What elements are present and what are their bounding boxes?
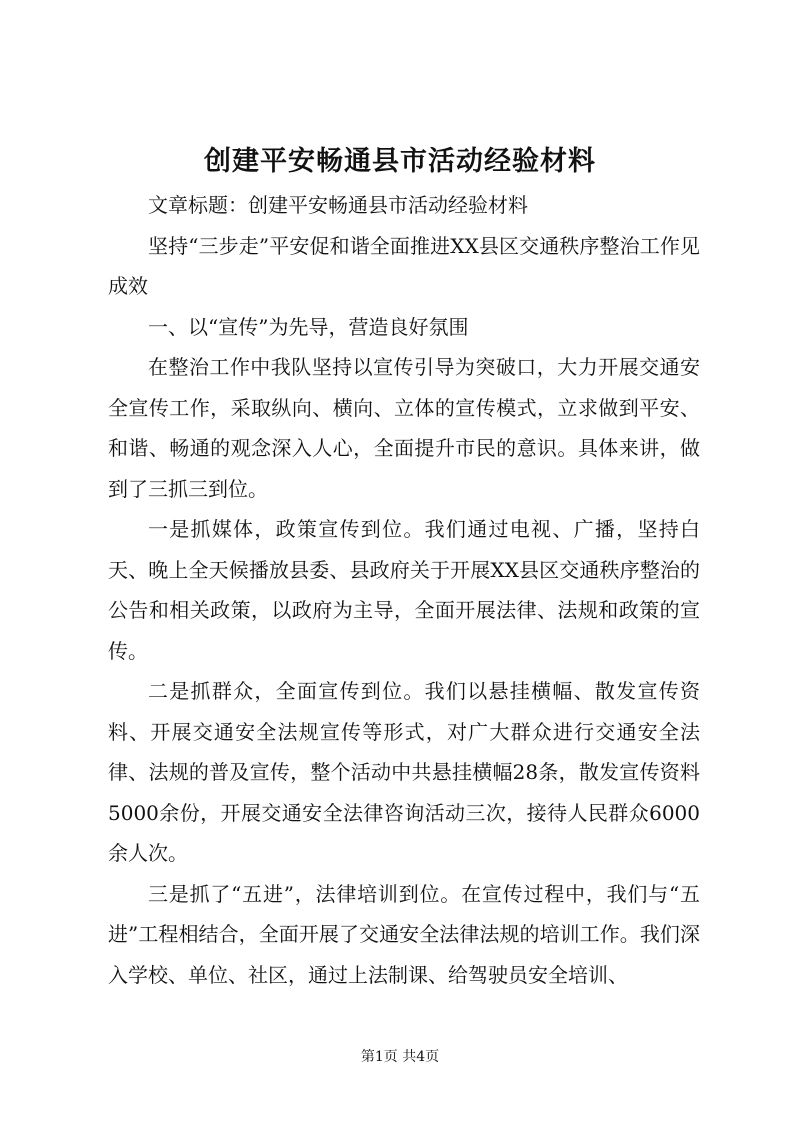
paragraph-section-heading: 一、以“宣传”为先导，营造良好氛围 xyxy=(148,314,469,339)
document-body xyxy=(108,185,700,995)
paragraph-public: 二是抓群众，全面宣传到位。我们以悬挂横幅、散发宣传资料、开展交通安全法规宣传等形式，对广大群众进行交通安全法律、法规的普及宣传，整个活动中共悬挂横幅28条，散发宣传资料5000余份，开展交通安全法律咨询活动三次，接待人民群众6000余人次。 xyxy=(108,679,700,865)
paragraph-intro: 在整治工作中我队坚持以宣传引导为突破口，大力开展交通安全宣传工作，采取纵向、横向、立体的宣传模式，立求做到平安、和谐、畅通的观念深入人心，全面提升市民的意识。具体来讲，做到了三抓三到位。 xyxy=(108,355,700,501)
paragraph-five-entries: 三是抓了“五进”，法律培训到位。在宣传过程中，我们与“五进”工程相结合，全面开展了交通安全法律法规的培训工作。我们深入学校、单位、社区，通过上法制课、给驾驶员安全培训、 xyxy=(108,881,700,987)
paragraph-subtitle: 坚持“三步走”平安促和谐全面推进XX县区交通秩序整治工作见成效 xyxy=(108,233,700,298)
document-title: 创建平安畅通县市活动经验材料 xyxy=(204,146,596,177)
page-footer: 第1页 共4页 xyxy=(360,1049,440,1065)
paragraph-media: 一是抓媒体，政策宣传到位。我们通过电视、广播，坚持白天、晚上全天候播放县委、县政府关于开展XX县区交通秩序整治的公告和相关政策，以政府为主导，全面开展法律、法规和政策的宣传。 xyxy=(108,517,700,663)
paragraph-article-title: 文章标题：创建平安畅通县市活动经验材料 xyxy=(148,193,528,217)
